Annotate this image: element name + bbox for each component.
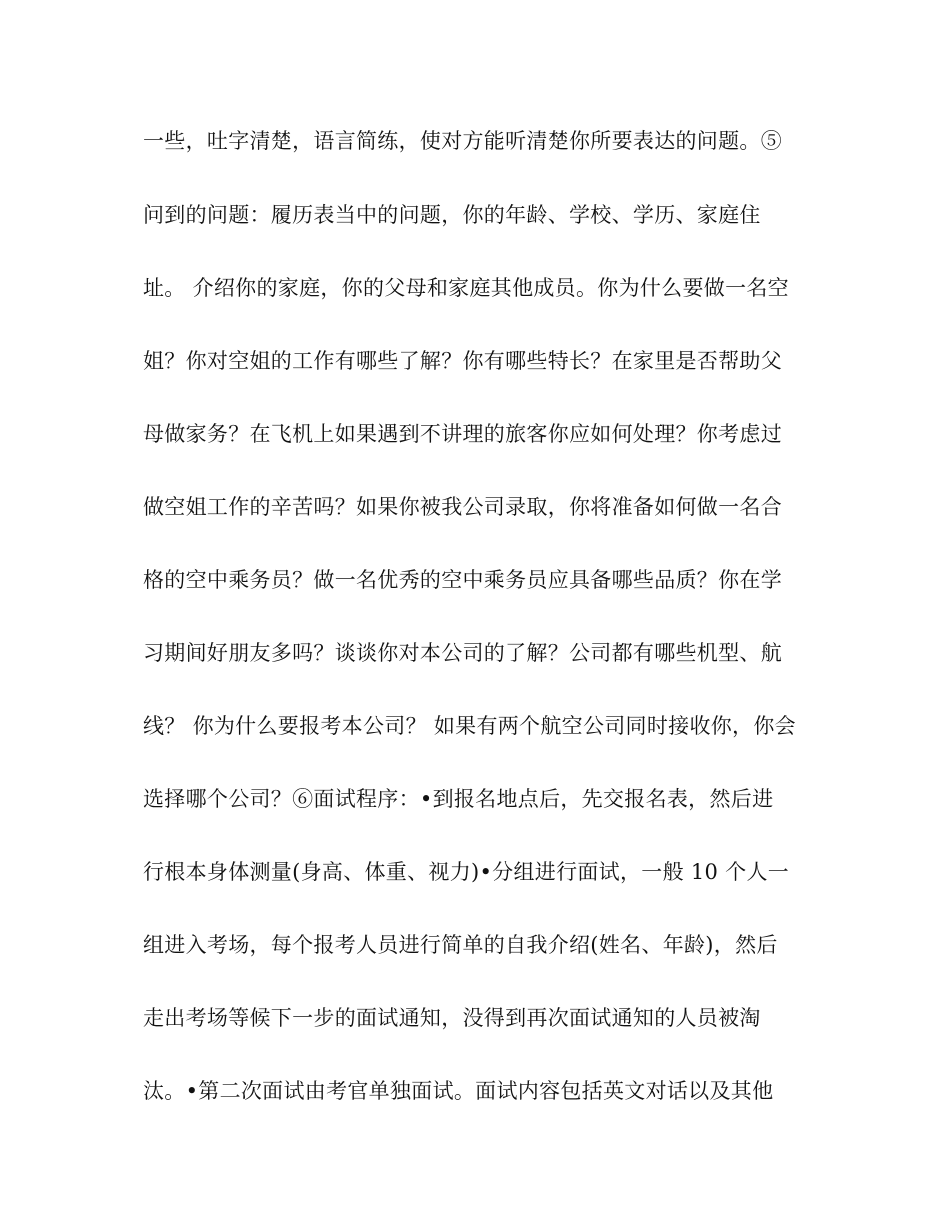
text-line-1: 一些，吐字清楚，语言简练，使对方能听清楚你所要表达的问题。⑤ [143,129,782,153]
text-line-14: 汰。•第二次面试由考官单独面试。面试内容包括英文对话以及其他 [143,1079,774,1103]
text-line-5: 母做家务？在飞机上如果遇到不讲理的旅客你应如何处理？你考虑过 [143,422,782,446]
text-line-13: 走出考场等候下一步的面试通知，没得到再次面试通知的人员被淘 [143,1006,761,1030]
text-line-10: 选择哪个公司？⑥面试程序：•到报名地点后，先交报名表，然后进 [143,787,774,811]
text-line-7: 格的空中乘务员？做一名优秀的空中乘务员应具备哪些品质？你在学 [143,568,782,592]
text-line-6: 做空姐工作的辛苦吗？如果你被我公司录取，你将准备如何做一名合 [143,495,782,519]
text-line-9: 线？ 你为什么要报考本公司？ 如果有两个航空公司同时接收你，你会 [143,714,796,738]
text-line-12: 组进入考场，每个报考人员进行简单的自我介绍(姓名、年龄)，然后 [143,933,778,957]
text-line-8: 习期间好朋友多吗？谈谈你对本公司的了解？公司都有哪些机型、航 [143,641,782,665]
text-line-4: 姐？你对空姐的工作有哪些了解？你有哪些特长？在家里是否帮助父 [143,349,782,373]
text-line-2: 问到的问题：履历表当中的问题，你的年龄、学校、学历、家庭住 [143,203,761,227]
text-line-11: 行根本身体测量(身高、体重、视力)•分组进行面试，一般 10 个人一 [143,860,790,884]
text-line-3: 址。 介绍你的家庭，你的父母和家庭其他成员。你为什么要做一名空 [143,276,789,300]
